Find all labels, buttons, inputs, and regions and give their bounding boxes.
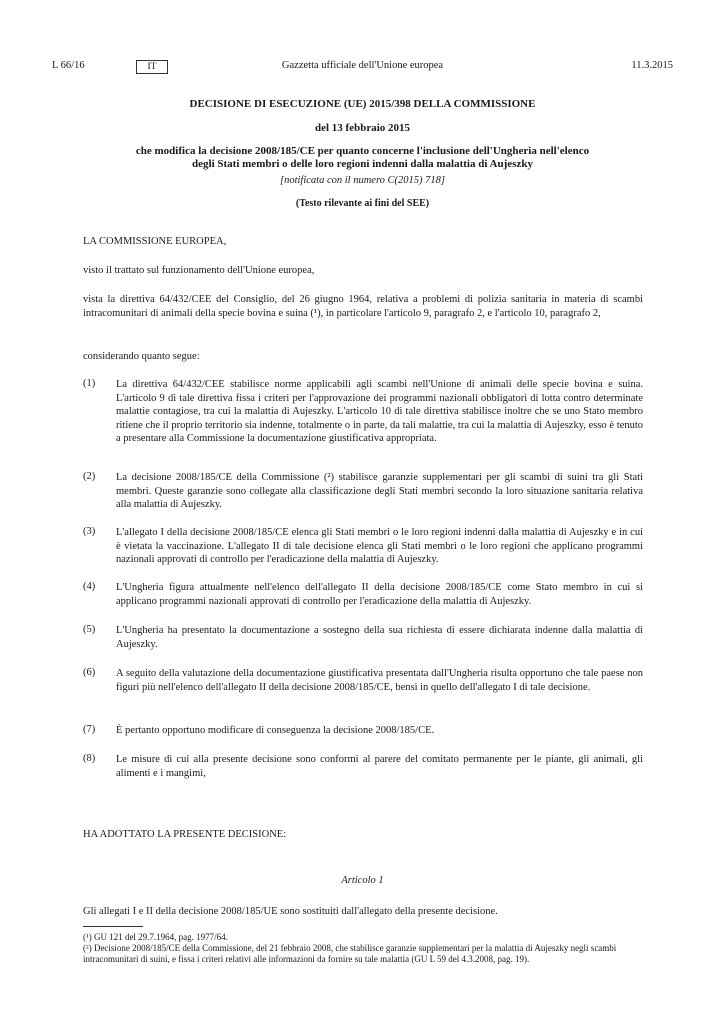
- recital-text: A seguito della valutazione della documentazione giustificativa presentata dall'Ungheria risulta opportuno che tale paese non figuri più nell'elenco dell'allegato II della decisione 2008/185/CE, bensì in quello dell'allegato I di tale decisione.: [116, 668, 643, 693]
- recital-text: La direttiva 64/432/CEE stabilisce norme applicabili agli scambi nell'Unione di animali delle specie bovina e suina. L'articolo 9 di tale direttiva fissa i criteri per l'approvazione dei programmi nazionali obbligatori di lotta contro determinate malattie contagiose, tra cui la malattia di Aujeszky. L'articolo 10 di tale direttiva stabilisce inoltre che se uno Stato membro ritiene che il proprio territorio sia indenne, totalmente o in parte, da tali malattie, tra cui la malattia di Aujeszky, esso è tenuto a presentare alla Commissione la documentazione giustificativa appropriata.: [116, 379, 643, 444]
- article-text: Gli allegati I e II della decisione 2008/185/UE sono sostituiti dall'allegato della presente decisione.: [83, 906, 498, 917]
- footnote: (¹) GU 121 del 29.7.1964, pag. 1977/64.: [83, 932, 228, 942]
- decision-subject-line1: che modifica la decisione 2008/185/CE per quanto concerne l'inclusione dell'Ungheria nell'elenco: [135, 145, 590, 157]
- recital-text: L'Ungheria ha presentato la documentazione a sostegno della sua richiesta di essere dichiarata indenne dalla malattia di Aujeszky.: [116, 625, 643, 650]
- recital-number: (6): [83, 667, 96, 678]
- recital-text: L'allegato I della decisione 2008/185/CE elenca gli Stati membri o le loro regioni indenni dalla malattia di Aujeszky e in cui è vietata la vaccinazione. L'allegato II di tale decisione elenca gli Stati membri o le loro regioni che applicano programmi nazionali approvati di controllo per l'eradicazione della malattia di Aujeszky.: [116, 527, 643, 565]
- recital-number: (1): [83, 378, 96, 389]
- recital-text: L'Ungheria figura attualmente nell'elenco dell'allegato II della decisione 2008/185/CE come Stato membro in cui si applicano programmi nazionali approvati di controllo per l'eradicazione della malattia di Aujeszky.: [116, 582, 643, 607]
- language-box: IT: [136, 60, 168, 74]
- recital-number: (7): [83, 724, 96, 735]
- adoption-statement: HA ADOTTATO LA PRESENTE DECISIONE:: [83, 829, 287, 840]
- journal-reference: L 66/16: [52, 60, 85, 71]
- footnote: (²) Decisione 2008/185/CE della Commissione, del 21 febbraio 2008, che stabilisce garanzie supplementari per la malattia di Aujeszky negli scambi intracomunitari di suini, e fissa i criteri relativi alle informazioni da fornire su tale malattia (GU L 59 del 4.3.2008, pag. 19).: [83, 943, 617, 964]
- footnote-divider: [83, 926, 143, 927]
- recital-text: La decisione 2008/185/CE della Commissione (²) stabilisce garanzie supplementari per gli scambi di suini tra gli Stati membri. Queste garanzie sono collegate alla classificazione degli Stati membri secondo la loro situazione sanitaria relativa alla malattia di Aujeszky.: [116, 472, 643, 510]
- page-header: [52, 60, 673, 76]
- recital-text: È pertanto opportuno modificare di conseguenza la decisione 2008/185/CE.: [116, 725, 435, 736]
- publication-date: 11.3.2015: [631, 60, 673, 71]
- recital-text: Le misure di cui alla presente decisione sono conformi al parere del comitato permanente per le piante, gli animali, gli alimenti e i mangimi,: [116, 754, 643, 779]
- journal-title: Gazzetta ufficiale dell'Unione europea: [281, 60, 444, 71]
- recital-number: (4): [83, 581, 96, 592]
- preamble-treaty: visto il trattato sul funzionamento dell'Unione europea,: [83, 265, 315, 276]
- recital-number: (3): [83, 526, 96, 537]
- recital-number: (8): [83, 753, 96, 764]
- article-heading: Articolo 1: [341, 875, 384, 886]
- preamble-whereas: considerando quanto segue:: [83, 351, 200, 362]
- preamble-directive: vista la direttiva 64/432/CEE del Consiglio, del 26 giugno 1964, relativa a problemi di polizia sanitaria in materia di scambi intracomunitari di animali della specie bovina e suina (¹), in particolare l'articolo 9, paragrafo 2, e l'articolo 10, paragrafo 2,: [83, 294, 643, 319]
- recital-number: (2): [83, 471, 96, 482]
- preamble-commission: LA COMMISSIONE EUROPEA,: [83, 236, 227, 247]
- recital-number: (5): [83, 624, 96, 635]
- eea-relevance: (Testo rilevante ai fini del SEE): [295, 198, 430, 209]
- decision-title: DECISIONE DI ESECUZIONE (UE) 2015/398 DELLA COMMISSIONE: [189, 98, 536, 110]
- notification-number: [notificata con il numero C(2015) 718]: [280, 175, 445, 186]
- decision-subject-line2: degli Stati membri o delle loro regioni indenni dalla malattia di Aujeszky: [192, 158, 533, 170]
- decision-date: del 13 febbraio 2015: [314, 122, 411, 134]
